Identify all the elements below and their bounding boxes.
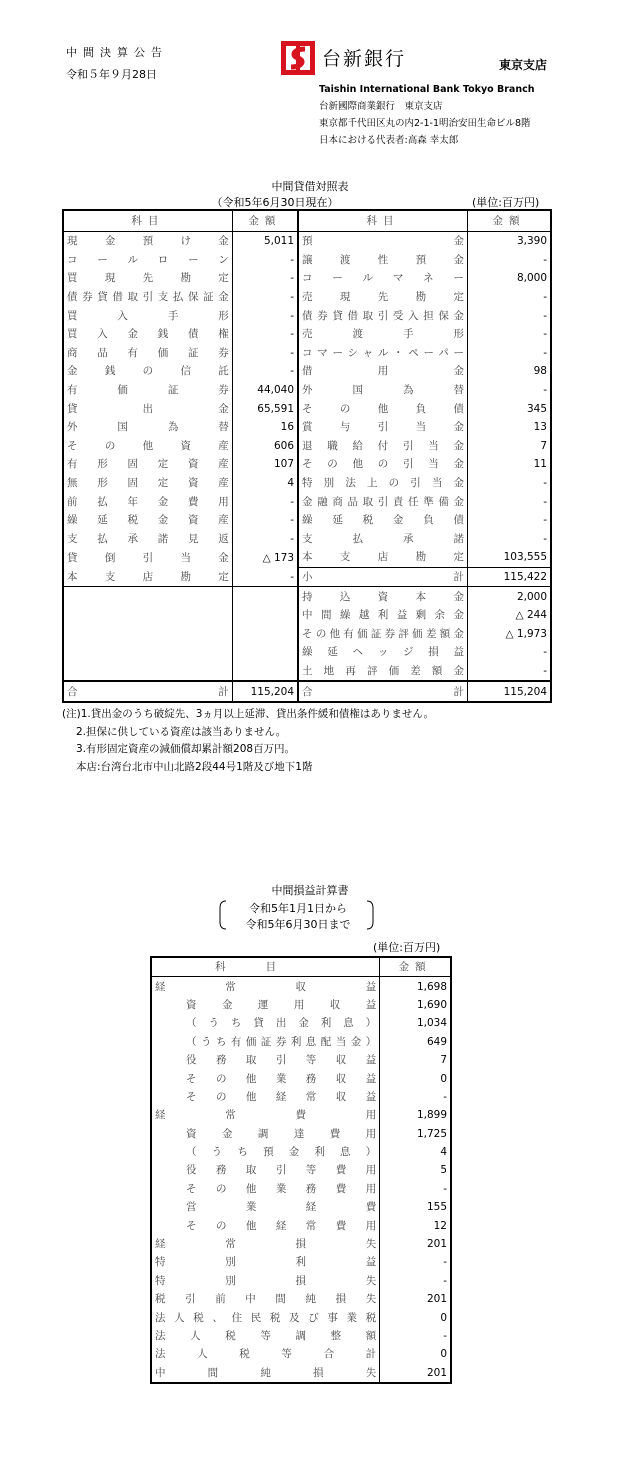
bs-equity-value: △ 244	[467, 606, 551, 625]
bs-asset-value: 5,011	[232, 232, 298, 251]
pl-row	[151, 1345, 451, 1363]
bs-row	[63, 251, 551, 270]
pl-item-label: 税引前中間純損失	[151, 1290, 380, 1308]
bs-empty-cell	[63, 587, 232, 606]
bs-equity-label: 中間繰越利益剰余金	[298, 606, 467, 625]
pl-item-label: 法人税、住民税及び事業税	[151, 1308, 380, 1326]
bs-asset-label: 現金預け金	[63, 232, 232, 251]
pl-row	[151, 1106, 451, 1124]
pl-item-value: 0	[380, 1308, 451, 1326]
bs-liability-value: -	[467, 325, 551, 344]
pl-item-value: 201	[380, 1364, 451, 1383]
pl-item-value: 0	[380, 1345, 451, 1363]
bs-row	[63, 381, 551, 400]
pl-item-value: 649	[380, 1033, 451, 1051]
pl-row	[151, 1364, 451, 1383]
pl-item-value: 1,690	[380, 996, 451, 1014]
bs-row	[63, 587, 551, 606]
balance-sheet-table	[62, 209, 552, 703]
bs-liability-value: -	[467, 530, 551, 549]
bs-asset-label: 買現先勘定	[63, 269, 232, 288]
pl-item-value: 7	[380, 1051, 451, 1069]
pl-item-value: -	[380, 1088, 451, 1106]
pl-item-label: その他経常費用	[151, 1216, 380, 1234]
bs-asset-value: -	[232, 511, 298, 530]
bs-row	[63, 662, 551, 682]
bs-liability-label: コールマネー	[298, 269, 467, 288]
bs-asset-label: 商品有価証券	[63, 344, 232, 363]
bs-empty-cell	[63, 606, 232, 625]
bs-row	[63, 530, 551, 549]
bs-asset-value: -	[232, 492, 298, 511]
bs-asset-value: -	[232, 530, 298, 549]
bs-liability-label: 譲渡性預金	[298, 251, 467, 270]
bs-row	[63, 567, 551, 587]
pl-item-label: その他経常収益	[151, 1088, 380, 1106]
pl-item-value: 155	[380, 1198, 451, 1216]
pl-item-label: （うち有価証券利息配当金）	[151, 1033, 380, 1051]
notice-date: 令和５年９月28日	[66, 68, 157, 81]
bs-total-left-value: 115,204	[232, 681, 298, 702]
pl-row	[151, 1014, 451, 1032]
bs-equity-label: その他有価証券評価差額金	[298, 624, 467, 643]
pl-item-label: （うち貸出金利息）	[151, 1014, 380, 1032]
bs-liability-value: 103,555	[467, 548, 551, 567]
bs-row	[63, 269, 551, 288]
bs-asset-label: コールローン	[63, 251, 232, 270]
pl-item-label: 中間純損失	[151, 1364, 380, 1383]
pl-item-value: 201	[380, 1235, 451, 1253]
pl-item-value: 1,899	[380, 1106, 451, 1124]
bs-asset-value: -	[232, 325, 298, 344]
pl-item-label: 営業経費	[151, 1198, 380, 1216]
bs-asset-label: 買入手形	[63, 306, 232, 325]
bs-empty-cell	[63, 643, 232, 662]
income-statement-table	[150, 956, 452, 1384]
bs-liability-value: 7	[467, 437, 551, 456]
bs-row	[63, 288, 551, 307]
bs-asset-label: その他資産	[63, 437, 232, 456]
bs-liability-label: 借用金	[298, 362, 467, 381]
bs-liability-label: その他負債	[298, 399, 467, 418]
pl-row	[151, 1088, 451, 1106]
pl-item-label: 特別利益	[151, 1253, 380, 1271]
bs-header-amount-left: 金額	[232, 210, 298, 232]
bs-equity-value: -	[467, 662, 551, 682]
bs-equity-value: -	[467, 643, 551, 662]
bs-row	[63, 606, 551, 625]
bs-asset-value: △ 173	[232, 548, 298, 567]
pl-item-label: 特別損失	[151, 1272, 380, 1290]
bs-row	[63, 344, 551, 363]
bs-liability-label: 退職給付引当金	[298, 437, 467, 456]
pl-item-label: 役務取引等費用	[151, 1161, 380, 1179]
bs-liability-value: -	[467, 381, 551, 400]
bs-asset-value: 4	[232, 474, 298, 493]
pl-row	[151, 1069, 451, 1087]
bs-asset-label: 前払年金費用	[63, 492, 232, 511]
bs-liability-value: 8,000	[467, 269, 551, 288]
bs-liability-label: 繰延税金負債	[298, 511, 467, 530]
bs-header-row	[63, 210, 551, 232]
bs-asset-value: -	[232, 362, 298, 381]
bank-info	[319, 81, 535, 149]
pl-item-value: 1,034	[380, 1014, 451, 1032]
bs-liability-value: -	[467, 288, 551, 307]
pl-row	[151, 996, 451, 1014]
pl-row	[151, 1216, 451, 1234]
bs-empty-cell	[232, 587, 298, 606]
pl-item-value: 0	[380, 1069, 451, 1087]
bs-total-left-label: 合計	[63, 681, 232, 702]
bank-address: 東京都千代田区丸の内2-1-1明治安田生命ビル8階	[319, 118, 531, 129]
bs-row	[63, 511, 551, 530]
bs-liability-value: -	[467, 344, 551, 363]
bs-liability-value: -	[467, 474, 551, 493]
note-3: 3.有形固定資産の減価償却累計額208百万円。	[76, 743, 296, 755]
bs-header-item-left: 科目	[63, 210, 232, 232]
pl-item-value: -	[380, 1253, 451, 1271]
pl-item-label: （うち預金利息）	[151, 1143, 380, 1161]
bs-row	[63, 399, 551, 418]
bs-asset-value: -	[232, 288, 298, 307]
pl-item-value: 4	[380, 1143, 451, 1161]
bs-liability-label: コマーシャル・ペーパー	[298, 344, 467, 363]
bs-header-item-right: 科目	[298, 210, 467, 232]
bs-liability-value: -	[467, 251, 551, 270]
bs-liability-value: -	[467, 511, 551, 530]
pl-row	[151, 1272, 451, 1290]
bs-row	[63, 455, 551, 474]
bs-header-amount-right: 金額	[467, 210, 551, 232]
bs-row	[63, 643, 551, 662]
pl-item-label: 法人税等調整額	[151, 1327, 380, 1345]
bs-row	[63, 437, 551, 456]
bs-liability-label: 支払承諾	[298, 530, 467, 549]
bs-asset-label: 貸出金	[63, 399, 232, 418]
pl-row	[151, 1235, 451, 1253]
pl-title: 中間損益計算書	[271, 884, 349, 897]
bs-liability-label: 売現先勘定	[298, 288, 467, 307]
bs-row	[63, 474, 551, 493]
pl-item-value: -	[380, 1272, 451, 1290]
pl-item-label: 資金調達費用	[151, 1125, 380, 1143]
bs-asset-value: 16	[232, 418, 298, 437]
bs-asset-value: -	[232, 567, 298, 587]
bs-row	[63, 232, 551, 251]
bs-row	[63, 418, 551, 437]
bs-asset-value: 606	[232, 437, 298, 456]
bs-asset-value: 65,591	[232, 399, 298, 418]
pl-item-value: -	[380, 1327, 451, 1345]
pl-item-value: -	[380, 1180, 451, 1198]
bs-asset-label: 無形固定資産	[63, 474, 232, 493]
pl-row	[151, 1051, 451, 1069]
bs-subtitle: （令和5年6月30日現在）	[211, 196, 339, 209]
bs-asset-label: 外国為替	[63, 418, 232, 437]
pl-item-value: 1,698	[380, 977, 451, 996]
bs-row	[63, 624, 551, 643]
bank-english-name: Taishin International Bank Tokyo Branch	[319, 84, 535, 95]
pl-item-value: 5	[380, 1161, 451, 1179]
bs-total-right-label: 合計	[298, 681, 467, 702]
bs-asset-label: 金銭の信託	[63, 362, 232, 381]
pl-period-to: 令和5年6月30日まで	[245, 918, 351, 931]
note-1: (注)1.貸出金のうち破綻先、3ヵ月以上延滞、貸出条件緩和債権はありません。	[62, 708, 435, 720]
pl-row	[151, 1180, 451, 1198]
bs-asset-value: 107	[232, 455, 298, 474]
pl-item-label: 法人税等合計	[151, 1345, 380, 1363]
representative: 日本における代表者:高森 幸太郎	[319, 135, 459, 146]
bs-asset-label: 買入金銭債権	[63, 325, 232, 344]
note-2: 2.担保に供している資産は該当ありません。	[76, 725, 287, 738]
pl-row	[151, 1198, 451, 1216]
pl-period-from: 令和5年1月1日から	[249, 902, 347, 915]
pl-item-value: 12	[380, 1216, 451, 1234]
pl-row	[151, 1327, 451, 1345]
bs-equity-label: 繰延ヘッジ損益	[298, 643, 467, 662]
pl-item-label: 経常損失	[151, 1235, 380, 1253]
bs-liability-value: -	[467, 306, 551, 325]
pl-row	[151, 1143, 451, 1161]
pl-row	[151, 1290, 451, 1308]
pl-item-label: 経常収益	[151, 977, 380, 996]
bs-empty-cell	[63, 662, 232, 682]
bs-liability-label: 金融商品取引責任準備金	[298, 492, 467, 511]
bs-asset-value: -	[232, 344, 298, 363]
bs-total-row	[63, 681, 551, 702]
bs-subtotal-label: 小計	[298, 567, 467, 587]
bs-unit: (単位:百万円)	[472, 196, 540, 209]
pl-row	[151, 1308, 451, 1326]
bs-empty-cell	[232, 624, 298, 643]
pl-header-row	[151, 957, 451, 977]
pl-row	[151, 1253, 451, 1271]
bs-liability-label: 預金	[298, 232, 467, 251]
pl-row	[151, 1161, 451, 1179]
bs-equity-value: △ 1,973	[467, 624, 551, 643]
bs-liability-value: 11	[467, 455, 551, 474]
bs-row	[63, 492, 551, 511]
pl-unit: (単位:百万円)	[373, 941, 441, 954]
bs-asset-value: 44,040	[232, 381, 298, 400]
bs-liability-label: 本支店勘定	[298, 548, 467, 567]
bs-row	[63, 306, 551, 325]
bs-empty-cell	[232, 606, 298, 625]
bs-liability-value: -	[467, 492, 551, 511]
bs-liability-value: 345	[467, 399, 551, 418]
bs-row	[63, 548, 551, 567]
pl-item-value: 201	[380, 1290, 451, 1308]
pl-header-amount: 金額	[380, 957, 451, 977]
bs-liability-label: 債券貸借取引受入担保金	[298, 306, 467, 325]
branch-name: 東京支店	[499, 58, 548, 72]
bs-asset-value: -	[232, 251, 298, 270]
bs-asset-label: 貸倒引当金	[63, 548, 232, 567]
bs-liability-label: 賞与引当金	[298, 418, 467, 437]
bs-equity-label: 持込資本金	[298, 587, 467, 606]
bank-name: 台新銀行	[322, 48, 407, 70]
pl-row	[151, 1125, 451, 1143]
bs-liability-value: 3,390	[467, 232, 551, 251]
pl-row	[151, 1033, 451, 1051]
bs-liability-value: 13	[467, 418, 551, 437]
pl-item-label: 経常費用	[151, 1106, 380, 1124]
bs-asset-value: -	[232, 269, 298, 288]
bs-liability-label: 特別法上の引当金	[298, 474, 467, 493]
bs-subtotal-value: 115,422	[467, 567, 551, 587]
pl-item-label: その他業務費用	[151, 1180, 380, 1198]
taishin-logo-icon	[281, 41, 315, 75]
bs-empty-cell	[232, 662, 298, 682]
bs-liability-label: 売渡手形	[298, 325, 467, 344]
bs-total-right-value: 115,204	[467, 681, 551, 702]
pl-item-label: 資金運用収益	[151, 996, 380, 1014]
bs-row	[63, 325, 551, 344]
bs-asset-label: 債券貸借取引支払保証金	[63, 288, 232, 307]
bank-chinese-name: 台新國際商業銀行 東京支店	[319, 101, 443, 112]
bs-empty-cell	[63, 624, 232, 643]
bs-asset-value: -	[232, 306, 298, 325]
note-head-office: 本店:台湾台北市中山北路2段44号1階及び地下1階	[76, 760, 313, 773]
bs-asset-label: 繰延税金資産	[63, 511, 232, 530]
bs-asset-label: 本支店勘定	[63, 567, 232, 587]
bs-asset-label: 支払承諾見返	[63, 530, 232, 549]
notice-title: 中間決算公告	[66, 46, 168, 59]
bs-liability-label: その他の引当金	[298, 455, 467, 474]
bs-asset-label: 有形固定資産	[63, 455, 232, 474]
pl-item-value: 1,725	[380, 1125, 451, 1143]
bs-equity-label: 土地再評価差額金	[298, 662, 467, 682]
pl-row	[151, 977, 451, 996]
pl-item-label: その他業務収益	[151, 1069, 380, 1087]
pl-item-label: 役務取引等収益	[151, 1051, 380, 1069]
bs-equity-value: 2,000	[467, 587, 551, 606]
pl-header-item: 科目	[151, 957, 380, 977]
bs-liability-label: 外国為替	[298, 381, 467, 400]
bs-asset-label: 有価証券	[63, 381, 232, 400]
bs-notes	[62, 706, 434, 776]
bs-row	[63, 362, 551, 381]
bs-title: 中間貸借対照表	[271, 180, 349, 193]
bs-liability-value: 98	[467, 362, 551, 381]
bs-empty-cell	[232, 643, 298, 662]
